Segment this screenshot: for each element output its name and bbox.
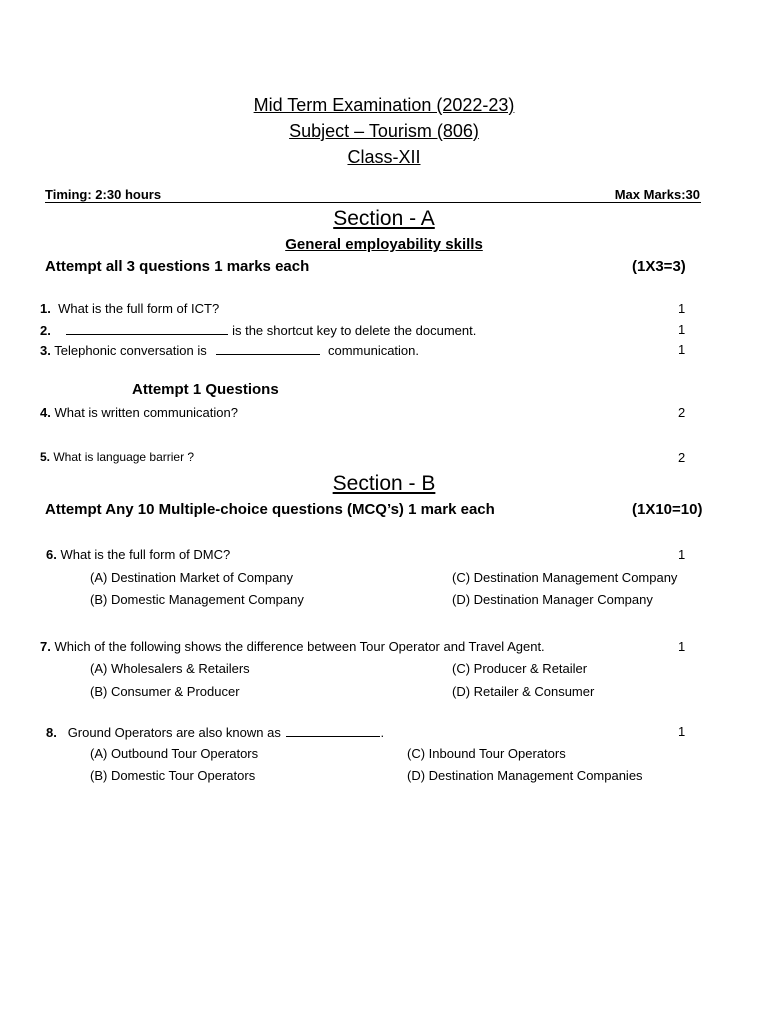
section-a-instruction-marks: (1X3=3) — [632, 258, 686, 275]
question-4-mark: 2 — [678, 405, 686, 420]
question-number: 5. — [40, 450, 51, 464]
answer-blank — [286, 724, 380, 737]
question-text: is the shortcut key to delete the document. — [232, 323, 477, 338]
question-6-mark: 1 — [678, 547, 686, 562]
question-text: Ground Operators are also known as — [67, 725, 281, 740]
max-marks-text: Max Marks:30 — [614, 187, 700, 202]
question-1-mark: 1 — [678, 301, 686, 316]
class-title: Class-XII — [347, 147, 421, 167]
section-b-instruction: Attempt Any 10 Multiple-choice questions (MCQ’s) 1 mark each — [45, 501, 495, 518]
question-text: Telephonic conversation is — [54, 343, 207, 358]
question-number: 6. — [46, 547, 57, 562]
question-number: 7. — [40, 639, 51, 654]
question-5 — [40, 450, 194, 464]
exam-title: Mid Term Examination (2022-23) — [253, 95, 515, 115]
question-7 — [40, 639, 545, 654]
option-b: (B) Domestic Management Company — [90, 592, 304, 607]
question-1 — [40, 301, 219, 316]
subject-title: Subject – Tourism (806) — [289, 121, 479, 141]
option-d: (D) Destination Manager Company — [452, 592, 653, 607]
option-c: (C) Producer & Retailer — [452, 661, 588, 676]
question-3-mark: 1 — [678, 342, 686, 357]
question-number: 1. — [40, 301, 51, 316]
question-4 — [40, 405, 238, 420]
question-number: 8. — [46, 725, 57, 740]
question-number: 2. — [40, 323, 51, 338]
section-a-heading: Section - A — [333, 207, 435, 230]
question-5-mark: 2 — [678, 450, 686, 465]
question-6 — [46, 547, 230, 562]
option-a: (A) Wholesalers & Retailers — [90, 661, 250, 676]
question-2 — [40, 322, 476, 338]
section-b-heading: Section - B — [332, 472, 436, 495]
answer-blank — [216, 342, 320, 355]
question-text-end: communication. — [327, 343, 420, 358]
option-d: (D) Retailer & Consumer — [452, 684, 595, 699]
section-b-instruction-marks: (1X10=10) — [632, 501, 703, 518]
section-a-instruction-2: Attempt 1 Questions — [132, 381, 279, 398]
question-text: What is the full form of ICT? — [58, 301, 220, 316]
question-number: 3. — [40, 343, 51, 358]
option-b: (B) Domestic Tour Operators — [90, 768, 256, 783]
option-d: (D) Destination Management Companies — [407, 768, 643, 783]
question-7-mark: 1 — [678, 639, 686, 654]
option-c: (C) Inbound Tour Operators — [407, 746, 566, 761]
question-text: Which of the following shows the difference between Tour Operator and Travel Agent. — [54, 639, 545, 654]
question-text: What is language barrier ? — [53, 450, 195, 464]
question-number: 4. — [40, 405, 51, 420]
answer-blank — [66, 322, 228, 335]
timing-text: Timing: 2:30 hours — [45, 187, 162, 202]
question-8-mark: 1 — [678, 724, 686, 739]
option-a: (A) Outbound Tour Operators — [90, 746, 259, 761]
option-a: (A) Destination Market of Company — [90, 570, 294, 585]
question-8 — [46, 724, 384, 740]
section-a-instruction: Attempt all 3 questions 1 marks each — [45, 258, 310, 275]
option-b: (B) Consumer & Producer — [90, 684, 240, 699]
question-text: What is written communication? — [54, 405, 238, 420]
question-text: What is the full form of DMC? — [60, 547, 231, 562]
section-a-subheading: General employability skills — [285, 236, 483, 253]
question-3 — [40, 342, 419, 358]
question-suffix: . — [380, 725, 385, 740]
question-2-mark: 1 — [678, 322, 686, 337]
option-c: (C) Destination Management Company — [452, 570, 678, 585]
